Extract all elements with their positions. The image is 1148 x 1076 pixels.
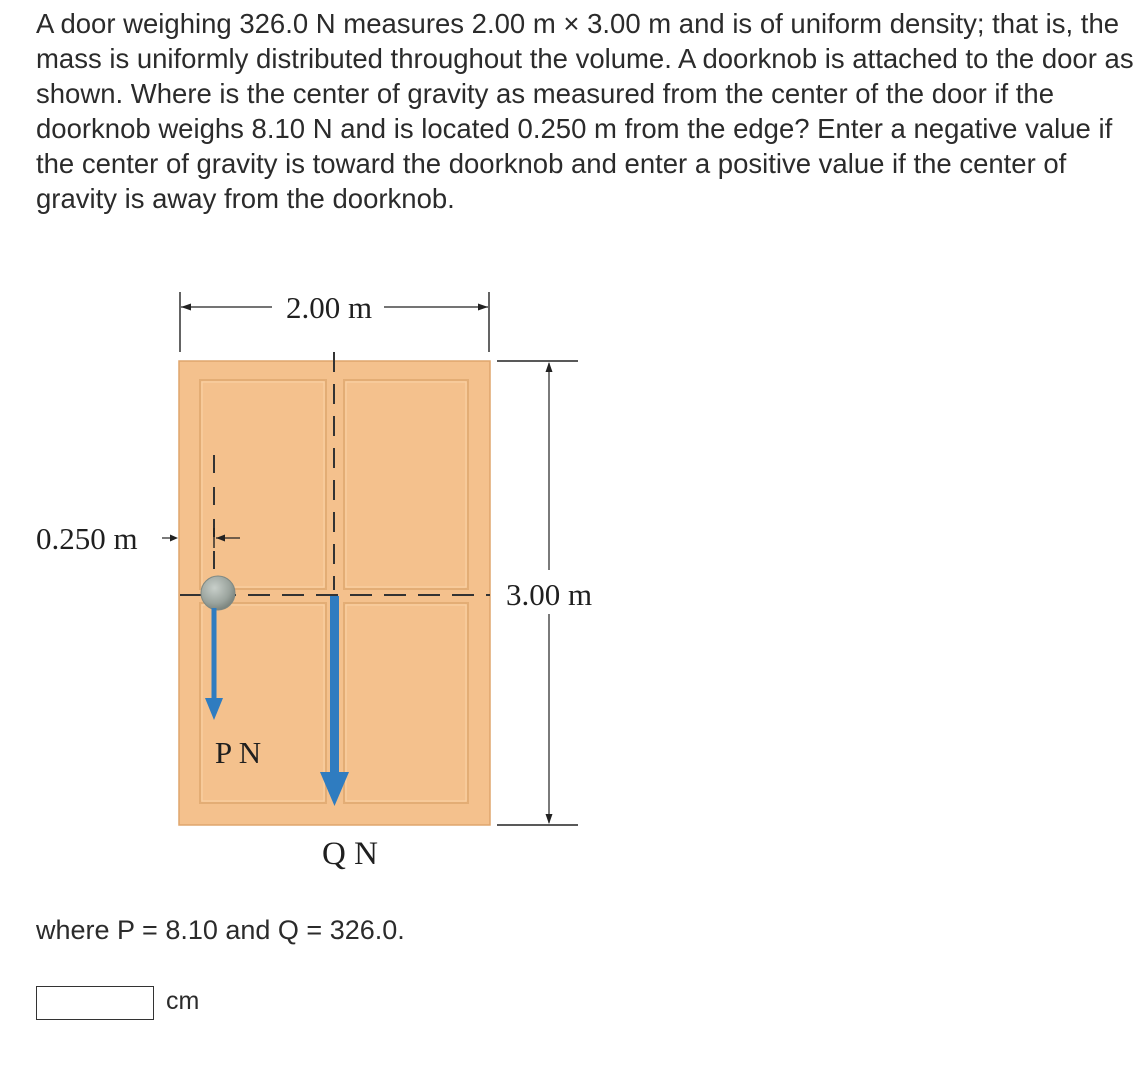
door-diagram (0, 270, 700, 890)
answer-row (36, 986, 199, 1020)
width-dimension (180, 290, 489, 352)
question-text: A door weighing 326.0 N measures 2.00 m × 3.00 m and is of uniform density; that is, the mass is uniformly distributed throughout the volume. A doorknob is attached to the door as shown. Where is the center of gravity as measured from the center of the door if the doorknob weighs 8.10 N and is located 0.250 m from the edge? Enter a negative value if the center of gravity is toward the doorknob and enter a positive value if the center of gravity is away from the doorknob. (36, 8, 1134, 214)
height-label: 3.00 m (505, 577, 593, 612)
where-text: where P = 8.10 and Q = 326.0. (36, 915, 405, 945)
width-label: 2.00 m (285, 290, 373, 325)
knob-offset-label: 0.250 m (36, 521, 138, 556)
door-panel (344, 603, 468, 803)
force-knob-label: P N (214, 735, 262, 770)
door-panel (344, 380, 468, 589)
unit-label: cm (166, 986, 200, 1015)
doorknob (201, 576, 235, 610)
height-dimension (497, 361, 592, 825)
door-panel (200, 380, 326, 589)
force-door-label: Q N (322, 836, 378, 872)
answer-input[interactable] (36, 986, 154, 1020)
